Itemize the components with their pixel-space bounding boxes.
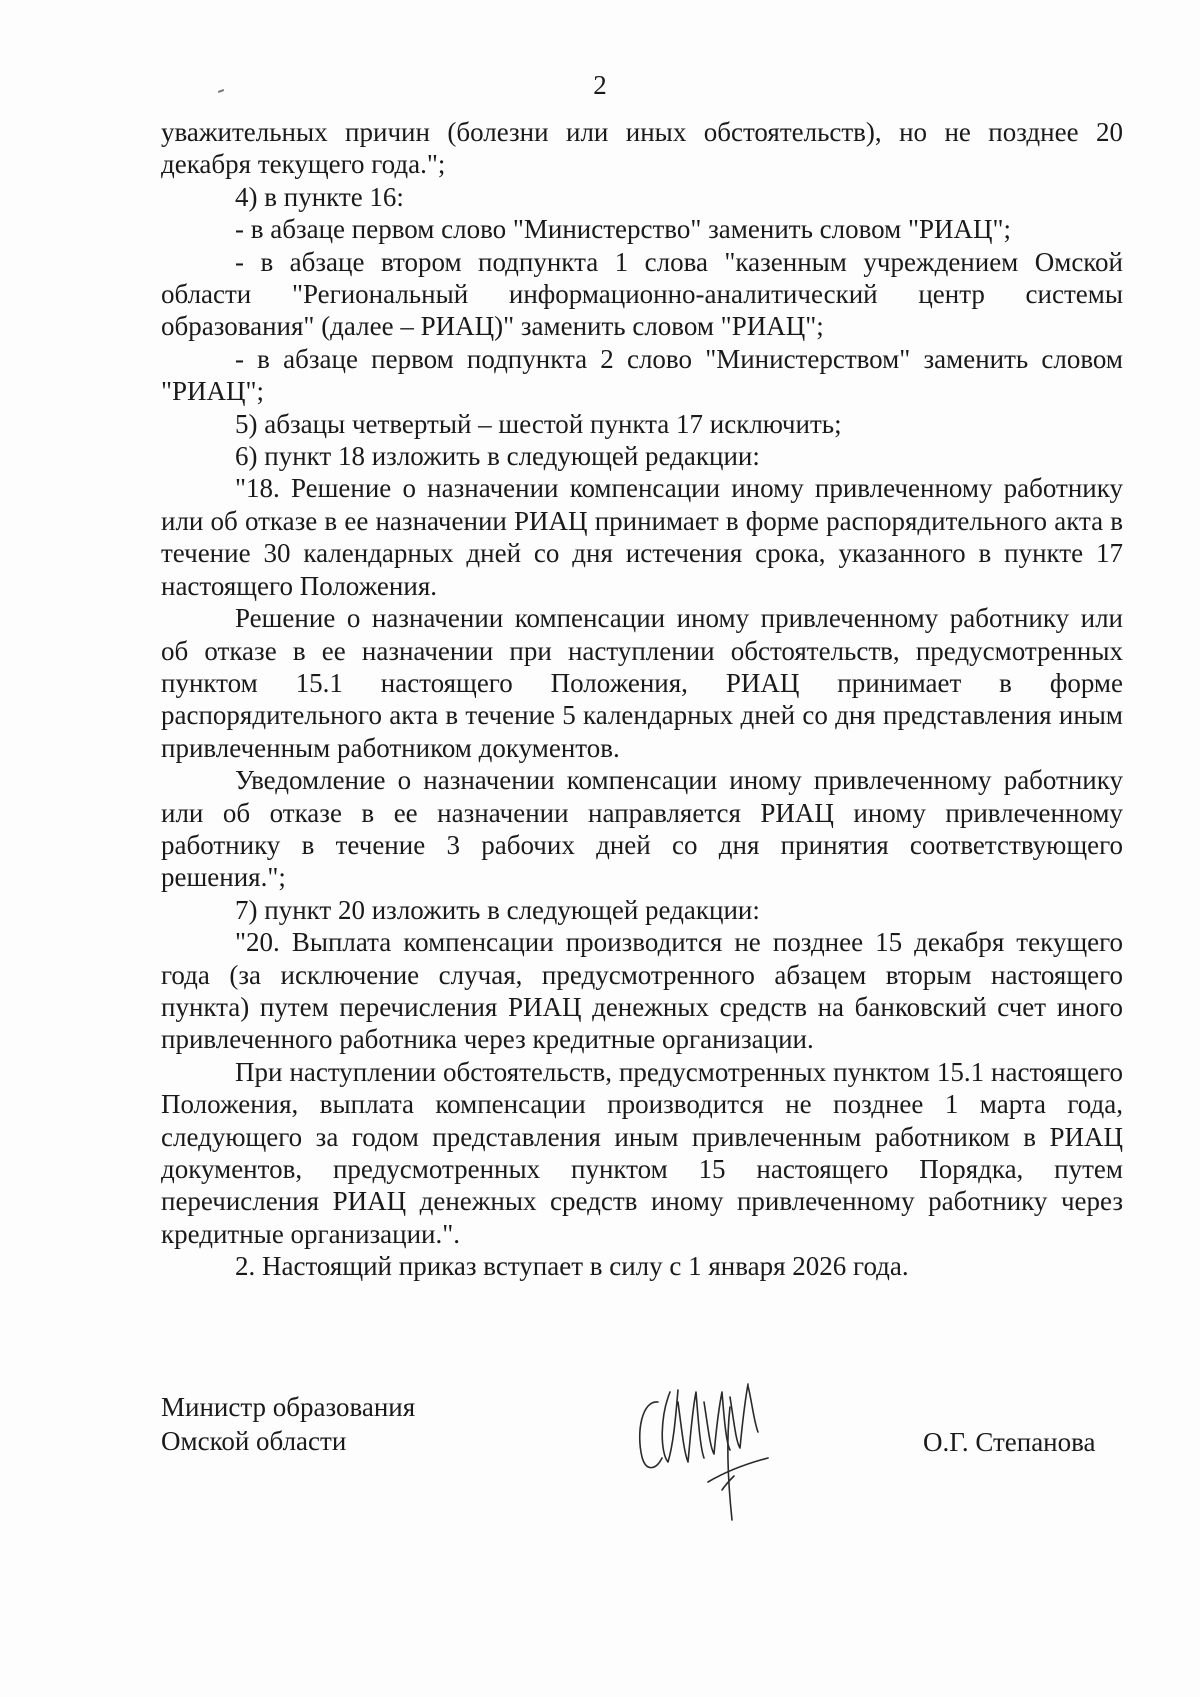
paragraph-clause-20-part-2: При наступлении обстоятельств, предусмотренных пунктом 15.1 настоящего Положения, выплата компенсации производится не позднее 1 марта года, следующего за годом представления иным привлеченным работником в РИАЦ документов, предусмотренных пунктом 15 настоящего Порядка, путем перечисления РИАЦ денежных средств иному привлеченному работнику через кредитные организации.". xyxy=(161,1056,1123,1249)
paragraph-clause-18: "18. Решение о назначении компенсации иному привлеченному работнику или об отказе в ее назначении РИАЦ принимает в форме распорядительного акта в течение 30 календарных дней со дня истечения срока, указанного в пункте 17 настоящего Положения. xyxy=(161,473,1123,601)
paragraph-effective-date: 2. Настоящий приказ вступает в силу с 1 января 2026 года. xyxy=(235,1251,909,1282)
paragraph-clause-20: "20. Выплата компенсации производится не позднее 15 декабря текущего года (за исключение случая, предусмотренного абзацем вторым настоящего пункта) путем перечисления РИАЦ денежных средств на банковский счет иного привлеченного работника через кредитные организации. xyxy=(161,927,1123,1055)
paragraph-item-7: 7) пункт 20 изложить в следующей редакции: xyxy=(235,894,760,925)
paragraph-item-6: 6) пункт 18 изложить в следующей редакции: xyxy=(235,441,760,472)
paragraph-clause-18-part-3: Уведомление о назначении компенсации иному привлеченному работнику или об отказе в ее назначении направляется РИАЦ иному привлеченному работнику в течение 3 рабочих дней со дня принятия соответствующего решения."; xyxy=(161,765,1123,893)
paragraph-item-4-sub-1: - в абзаце первом слово "Министерство" заменить словом "РИАЦ"; xyxy=(235,214,1012,245)
paragraph-item-4-sub-3: - в абзаце первом подпункта 2 слово "Министерством" заменить словом "РИАЦ"; xyxy=(161,343,1123,407)
paragraph-item-4: 4) в пункте 16: xyxy=(235,181,404,212)
signatory-position-line-1: Министр образования xyxy=(161,1392,416,1422)
paragraph-item-5: 5) абзацы четвертый – шестой пункта 17 исключить; xyxy=(235,408,842,439)
paragraph-clause-18-part-2: Решение о назначении компенсации иному привлеченному работнику или об отказе в ее назначении при наступлении обстоятельств, предусмотренных пунктом 15.1 настоящего Положения, РИАЦ принимает в форме распорядительного акта в течение 5 календарных дней со дня представления иным привлеченным работником документов. xyxy=(161,603,1123,763)
document-body xyxy=(161,116,1123,1283)
signatory-name: О.Г. Степанова xyxy=(923,1427,1096,1457)
paragraph-item-4-sub-2: - в абзаце втором подпункта 1 слова "казенным учреждением Омской области "Региональный информационно-аналитический центр системы образования" (далее – РИАЦ)" заменить словом "РИАЦ"; xyxy=(161,246,1123,342)
signatory-position-line-2: Омской области xyxy=(161,1426,347,1456)
handwritten-signature xyxy=(630,1362,800,1522)
paragraph-continuation: уважительных причин (болезни или иных обстоятельств), но не позднее 20 декабря текущего года."; xyxy=(161,117,1123,180)
signatory-position xyxy=(161,1390,415,1458)
page-number: 2 xyxy=(593,70,607,100)
